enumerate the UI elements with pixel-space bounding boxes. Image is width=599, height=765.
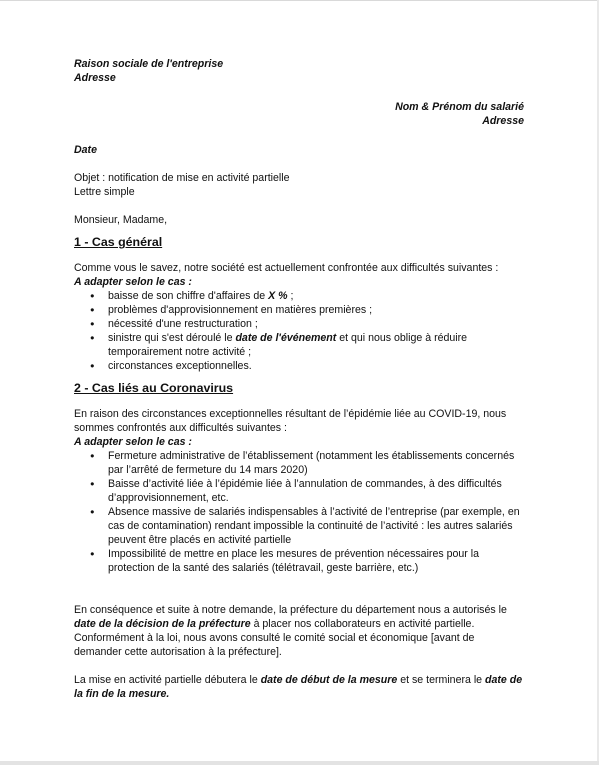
list-item: ● problèmes d'approvisionnement en matières premières ; — [108, 303, 524, 317]
closing-paragraph: La mise en activité partielle débutera le date de début de la mesure et se terminera le date de la fin de la mesure. — [74, 674, 523, 700]
end-date-placeholder: date de la fin de la mesure. — [74, 674, 523, 700]
list-item: ● Absence massive de salariés indispensables à l’activité de l’entreprise (par exemple, en cas de contamination) rendant impossible la continuité de l’activité : les autres salariés peuvent être placés en activité partielle — [108, 505, 524, 547]
list-item: ● nécessité d'une restructuration ; — [108, 317, 524, 331]
salutation: Monsieur, Madame, — [74, 214, 168, 226]
sender-address: Adresse — [74, 72, 116, 84]
section2-list — [74, 449, 524, 575]
consequence-paragraph: En conséquence et suite à notre demande, la préfecture du département nous a autorisés le date de la décision de la préfecture à placer nos collaborateurs en activité partielle. Conformément à la loi, nous avons consulté le comité social et économique [avant de demander cette autorisation à la préfecture]. — [74, 604, 507, 658]
amount-placeholder: X % — [268, 290, 288, 302]
section2-adapt: A adapter selon le cas : — [74, 436, 192, 448]
prefecture-date-placeholder: date de la décision de la préfecture — [74, 618, 251, 630]
list-item: ● Fermeture administrative de l’établissement (notamment les établissements concernés par l’arrêté de fermeture du 14 mars 2020) — [108, 449, 524, 477]
section2-intro: En raison des circonstances exceptionnelles résultant de l’épidémie liée au COVID-19, nous sommes confrontés aux difficultés suivantes : — [74, 408, 507, 434]
date-field: Date — [74, 144, 97, 156]
recipient-address: Adresse — [482, 115, 524, 127]
recipient-name: Nom & Prénom du salarié — [395, 101, 524, 113]
event-date-placeholder: date de l'événement — [235, 332, 337, 344]
list-item: ● Baisse d’activité liée à l’épidémie liée à l’annulation de commandes, à des difficultés d’approvisionnement, etc. — [108, 477, 524, 505]
section1-list — [74, 289, 524, 373]
letter-type: Lettre simple — [74, 186, 135, 198]
page-bottom-edge — [0, 761, 599, 765]
letter-body — [74, 57, 524, 701]
start-date-placeholder: date de début de la mesure — [260, 674, 398, 686]
list-item: ● circonstances exceptionnelles. — [108, 359, 524, 373]
page-top-edge — [0, 0, 599, 1]
section1-adapt: A adapter selon le cas : — [74, 276, 192, 288]
section1-heading: 1 - Cas général — [74, 235, 163, 249]
object-line: Objet : notification de mise en activité partielle — [74, 172, 290, 184]
sender-company: Raison sociale de l'entreprise — [74, 58, 224, 70]
list-item: ● Impossibilité de mettre en place les mesures de prévention nécessaires pour la protection de la santé des salariés (télétravail, geste barrière, etc.) — [108, 547, 524, 575]
section1-intro: Comme vous le savez, notre société est actuellement confrontée aux difficultés suivantes : — [74, 262, 499, 274]
list-item: ● sinistre qui s'est déroulé le date de l'événement et qui nous oblige à réduire temporairement notre activité ; — [108, 331, 524, 359]
section2-heading: 2 - Cas liés au Coronavirus — [74, 381, 234, 395]
list-item: ● baisse de son chiffre d'affaires de X % ; — [108, 289, 524, 303]
